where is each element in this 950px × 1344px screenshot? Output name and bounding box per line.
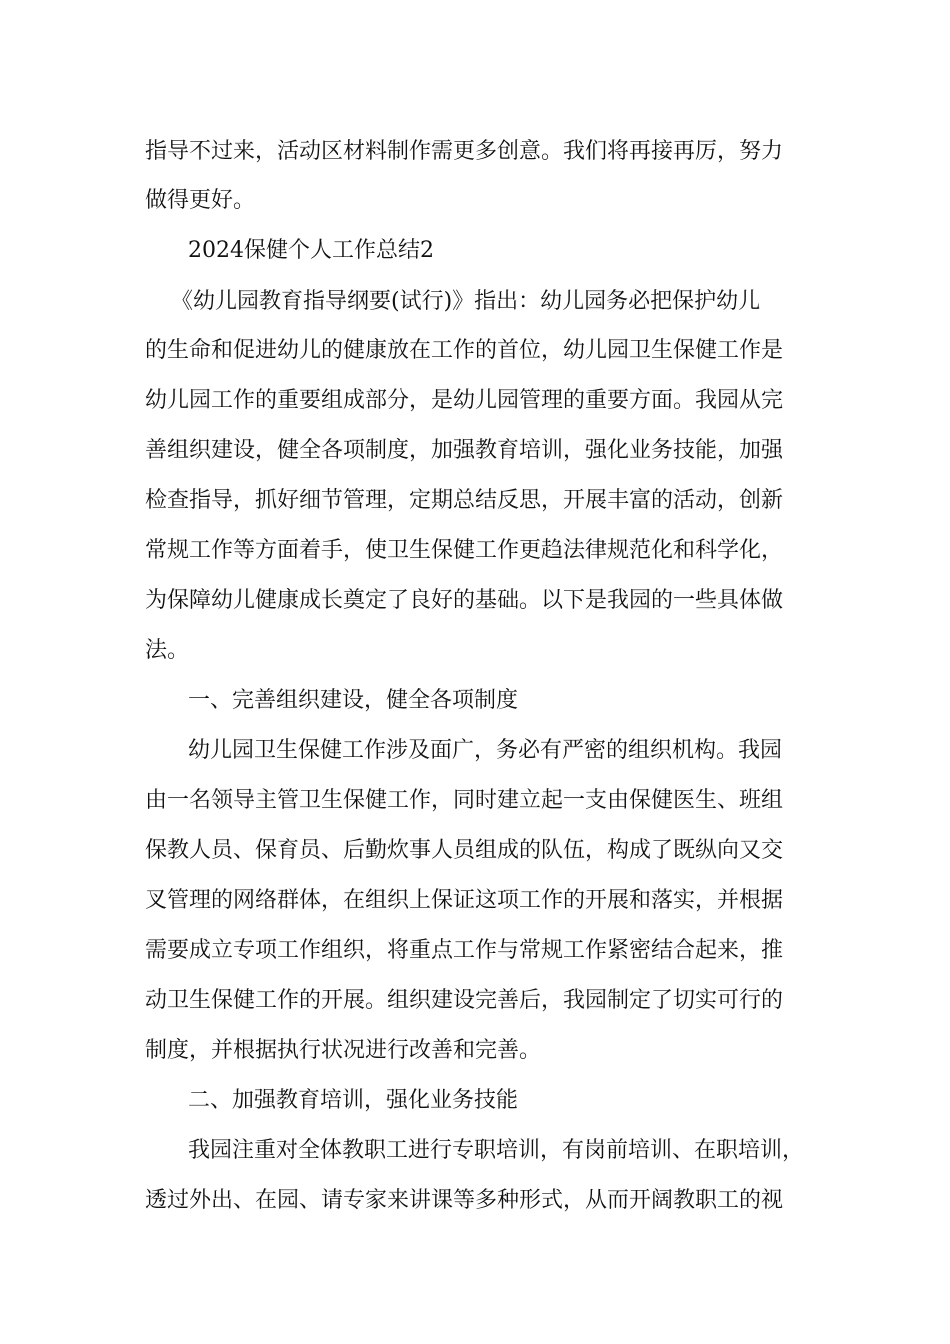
paragraph-line: 我园注重对全体教职工进行专职培训，有岗前培训、在职培训，: [188, 1138, 805, 1163]
paragraph-line: 善组织建设，健全各项制度，加强教育培训，强化业务技能，加强: [145, 438, 784, 463]
paragraph-line: 幼儿园卫生保健工作涉及面广，务必有严密的组织机构。我园: [188, 738, 783, 763]
section-heading-1: 一、完善组织建设，健全各项制度: [188, 688, 519, 713]
paragraph-line: 制度，并根据执行状况进行改善和完善。: [145, 1038, 542, 1063]
section-heading-2: 二、加强教育培训，强化业务技能: [188, 1088, 519, 1113]
paragraph-line: 做得更好。: [145, 188, 256, 213]
section-title: 2024保健个人工作总结2: [188, 238, 434, 263]
paragraph-line: 由一名领导主管卫生保健工作，同时建立起一支由保健医生、班组: [145, 788, 784, 813]
paragraph-line: 动卫生保健工作的开展。组织建设完善后，我园制定了切实可行的: [145, 988, 784, 1013]
paragraph-line: 常规工作等方面着手，使卫生保健工作更趋法律规范化和科学化，: [145, 538, 784, 563]
paragraph-line: 《幼儿园教育指导纲要(试行)》指出：幼儿园务必把保护幼儿: [171, 289, 761, 314]
paragraph-line: 法。: [145, 638, 190, 663]
paragraph-line: 叉管理的网络群体，在组织上保证这项工作的开展和落实，并根据: [145, 888, 784, 913]
paragraph-line: 幼儿园工作的重要组成部分，是幼儿园管理的重要方面。我园从完: [145, 388, 784, 413]
paragraph-line: 指导不过来，活动区材料制作需更多创意。我们将再接再厉，努力: [145, 139, 784, 164]
paragraph-line: 的生命和促进幼儿的健康放在工作的首位，幼儿园卫生保健工作是: [145, 338, 784, 363]
paragraph-line: 检查指导，抓好细节管理，定期总结反思，开展丰富的活动，创新: [145, 488, 784, 513]
paragraph-line: 保教人员、保育员、后勤炊事人员组成的队伍，构成了既纵向又交: [145, 838, 784, 863]
paragraph-line: 为保障幼儿健康成长奠定了良好的基础。以下是我园的一些具体做: [145, 588, 784, 613]
paragraph-line: 透过外出、在园、请专家来讲课等多种形式，从而开阔教职工的视: [145, 1188, 784, 1213]
paragraph-line: 需要成立专项工作组织，将重点工作与常规工作紧密结合起来，推: [145, 938, 784, 963]
